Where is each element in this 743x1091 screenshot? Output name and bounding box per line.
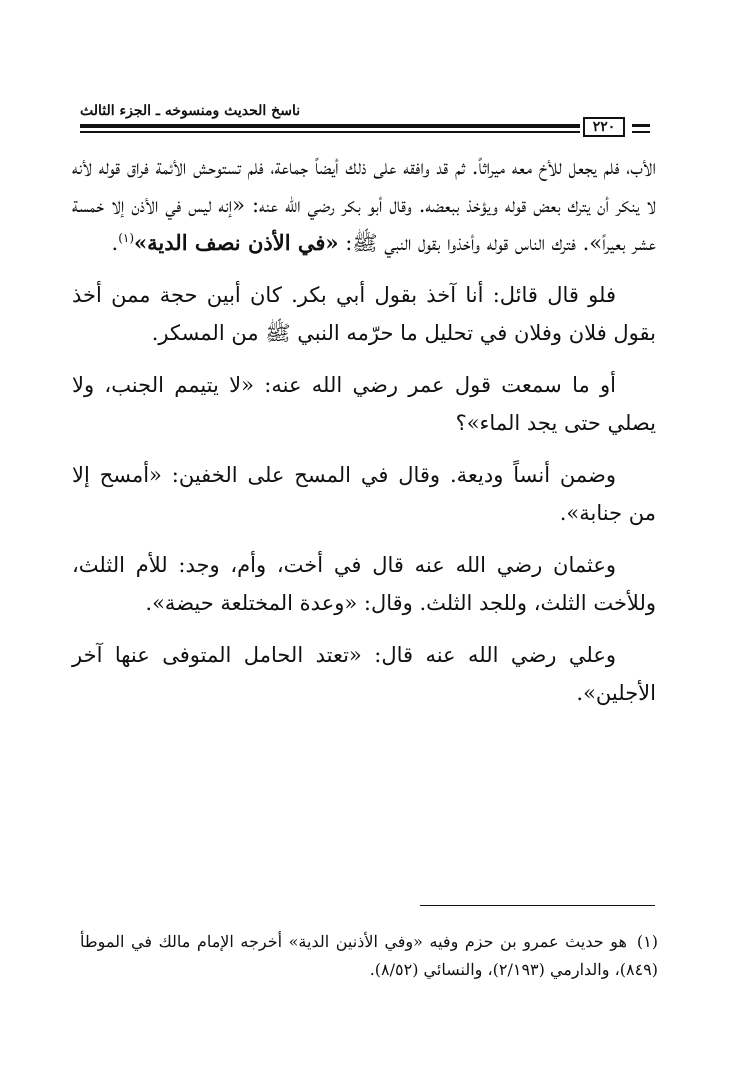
running-header-title: ناسخ الحديث ومنسوخه ـ الجزء الثالث (80, 103, 301, 119)
paragraph-5: وعثمان رضي الله عنه قال في أخت، وأم، وجد: للأم الثلث، وللأخت الثلث، وللجد الثلث. وقال: «وعدة المختلعة حيضة». (72, 553, 656, 615)
paragraph-3: أو ما سمعت قول عمر رضي الله عنه: «لا يتيمم الجنب، ولا يصلي حتى يجد الماء»؟ (72, 373, 656, 435)
footnote (80, 928, 658, 984)
header-rule-thin (80, 131, 580, 133)
page-number-box: ٢٢٠ (583, 117, 625, 137)
paragraph-2: فلو قال قائل: أنا آخذ بقول أبي بكر. كان أبين حجة ممن أخذ بقول فلان وفلان في تحليل ما حرّمه النبي ﷺ من المسكر. (72, 283, 656, 345)
paragraph-6: وعلي رضي الله عنه قال: «تعتد الحامل المتوفى عنها آخر الأجلين». (72, 643, 656, 705)
paragraph-1-text: الأب، فلم يجعل للأخ معه ميراثاً. ثم قد وافقه على ذلك أيضاً جماعة، فلم تستوحش الأئمة فراق قوله لأنه لا ينكر أن يترك بعض قوله ويؤخذ ببعضه. وقال أبو بكر رضي الله عنه: «إنه ليس في الأذن إلا خمسة عشر بعيراً». فترك الناس قوله وأخذوا بقول النبي ﷺ: (72, 155, 656, 255)
footnote-number: (١) (636, 932, 658, 951)
paragraph-1-end: . (111, 231, 119, 255)
footnote-text: هو حديث عمرو بن حزم وفيه «وفي الأذنين الدية» أخرجه الإمام مالك في الموطأ (٨٤٩)، والدارمي (٢/١٩٣)، والنسائي (٨/٥٢). (80, 932, 658, 979)
header-rule-right-thin (632, 131, 650, 133)
header-rule-thick (80, 124, 580, 128)
paragraph-4: وضمن أنساً وديعة. وقال في المسح على الخفين: «أمسح إلا من جنابة». (72, 463, 656, 525)
paragraph-1 (72, 148, 656, 262)
footnote-separator (420, 905, 655, 906)
footnote-ref: (١) (118, 231, 135, 245)
hadith-quote: «في الأذن نصف الدية» (134, 230, 339, 255)
header-rule-right-thick (632, 124, 650, 127)
main-text (72, 148, 656, 726)
